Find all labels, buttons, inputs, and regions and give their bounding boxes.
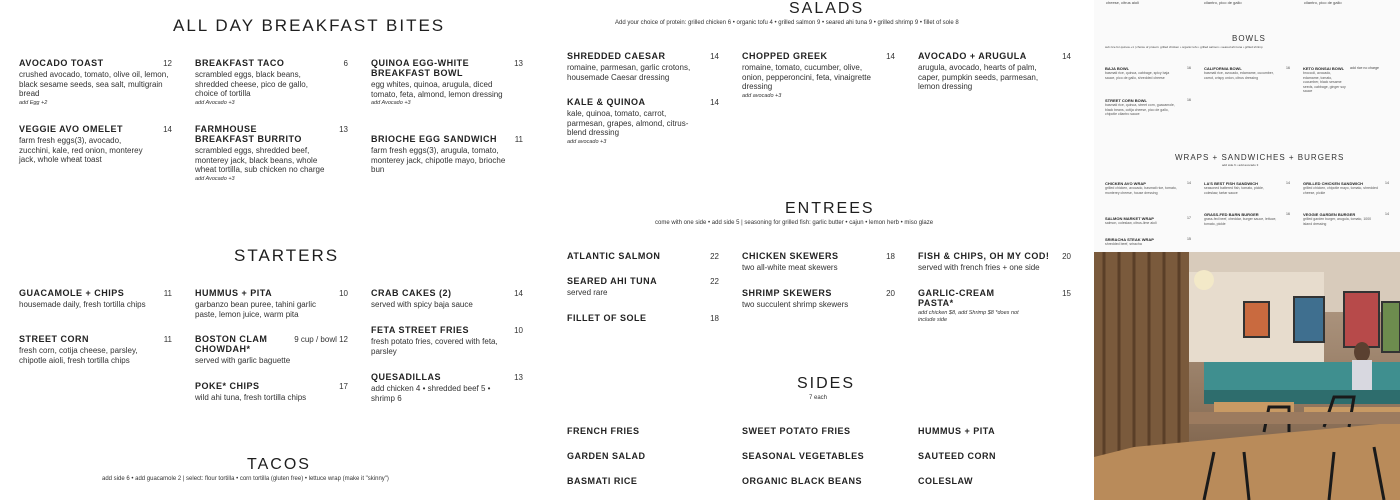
- item-desc: romaine, parmesan, garlic crotons, housemade Caesar dressing: [567, 63, 691, 82]
- item-price: 14: [514, 289, 523, 298]
- menu-item: [371, 288, 501, 310]
- item-desc: kale, quinoa, tomato, carrot, parmesan, grapes, almond, citrus-blend dressing: [567, 109, 689, 137]
- mini-item-price: add rice no charge: [1350, 66, 1379, 70]
- item-price: 20: [886, 289, 895, 298]
- mini-item: [1204, 66, 1279, 80]
- item-addon: add avocado +3: [742, 92, 782, 99]
- item-name: VEGGIE AVO OMELET: [19, 124, 124, 134]
- fragment-text: cilantro, pico de gallo: [1304, 0, 1342, 5]
- wraps-title: WRAPS + SANDWICHES + BURGERS: [1175, 153, 1345, 162]
- item-desc: garbanzo bean puree, tahini garlic paste, lemon juice, warm pita: [195, 300, 316, 319]
- mini-item-price: 14: [1187, 181, 1191, 185]
- menu-item: [742, 51, 872, 100]
- item-name: CHOPPED GREEK: [742, 51, 828, 61]
- item-price: 15: [1062, 289, 1071, 298]
- sides-subtitle: 7 each: [809, 395, 828, 401]
- fragment-text: cilantro, pico de gallo: [1204, 0, 1242, 5]
- mini-item-name: CALIFORNIA BOWL: [1204, 66, 1242, 71]
- item-desc: served with garlic baguette: [195, 356, 291, 365]
- item-desc: egg whites, quinoa, arugula, diced tomato, feta, almond, lemon dressing: [371, 80, 503, 99]
- item-desc: scrambled eggs, black beans, shredded cheese, pico de gallo, choice of tortilla: [195, 70, 308, 98]
- mini-item-price: 14: [1286, 181, 1290, 185]
- mini-item-price: 17: [1187, 216, 1191, 220]
- menu-item: [567, 251, 697, 261]
- item-addon: add Avocado +3: [195, 99, 235, 106]
- item-price: 18: [886, 252, 895, 261]
- breakfast-title: ALL DAY BREAKFAST BITES: [173, 16, 446, 35]
- bowls-subtitle: sub rice for quinoa +1 | choice of protein: grilled chicken • organic tofu • grilled salmon • seared ahi tuna • grilled shrimp: [1105, 45, 1263, 49]
- item-name: FILLET OF SOLE: [567, 313, 647, 323]
- item-price: 14: [163, 125, 172, 134]
- menu-item: [195, 124, 325, 183]
- entrees-subtitle: come with one side • add side 5 | seasoning for grilled fish: garlic butter • cajun • lemon herb • miso glaze: [655, 220, 934, 226]
- fragment-text: cheese, citrus aioli: [1106, 0, 1139, 5]
- item-desc: fresh potato fries, covered with feta, parsley: [371, 337, 498, 356]
- mini-item-desc: grilled chicken, avocado, basmati rice, tomato, monterey cheese, house dressing: [1105, 186, 1177, 195]
- item-desc: farm fresh eggs(3), arugula, tomato, monterey jack, chipotle mayo, brioche bun: [371, 146, 506, 174]
- menu-item: [918, 288, 1028, 324]
- mini-item-name: GRILLED CHICKEN SANDWICH: [1303, 181, 1363, 186]
- side-item: GARDEN SALAD: [567, 451, 646, 461]
- side-item: SEASONAL VEGETABLES: [742, 451, 865, 461]
- mini-item-desc: grilled chicken, chipotle mayo, tomato, shredded cheese, pickle: [1303, 186, 1378, 195]
- item-name: CHICKEN SKEWERS: [742, 251, 839, 261]
- item-desc: crushed avocado, tomato, olive oil, lemon, black sesame seeds, sea salt, multigrain bread: [19, 70, 169, 98]
- item-addon: add avocado +3: [567, 138, 607, 145]
- mini-item: [1204, 181, 1279, 195]
- item-desc: served rare: [567, 288, 608, 297]
- mini-item: [1105, 66, 1180, 80]
- item-price: 22: [710, 277, 719, 286]
- mini-item-price: 16: [1187, 66, 1191, 70]
- menu-item: [567, 313, 697, 323]
- item-name: ATLANTIC SALMON: [567, 251, 661, 261]
- item-name: BREAKFAST TACO: [195, 58, 285, 68]
- item-price: 22: [710, 252, 719, 261]
- mini-item: [1303, 66, 1348, 94]
- item-addon: add Avocado +3: [195, 175, 235, 182]
- wraps-subtitle: add side 6 • add avocado 3: [1222, 163, 1259, 167]
- item-desc: scrambled eggs, shredded beef, monterey jack, black beans, whole wheat tortilla, sub chicken no charge: [195, 146, 325, 174]
- menu-item: [371, 58, 509, 107]
- side-item: HUMMUS + PITA: [918, 426, 996, 436]
- menu-item: [19, 288, 149, 310]
- menu-item: [567, 97, 697, 146]
- mini-item-price: 14: [1385, 181, 1389, 185]
- salads-subtitle: Add your choice of protein: grilled chicken 6 • organic tofu 4 • grilled salmon 9 • seared ahi tuna 9 • grilled shrimp 9 • fillet of sole 8: [615, 20, 959, 26]
- item-name: BRIOCHE EGG SANDWICH: [371, 134, 498, 144]
- item-price: 13: [339, 125, 348, 134]
- item-price: 18: [710, 314, 719, 323]
- menu-item: [742, 288, 872, 310]
- menu-item: [918, 51, 1048, 92]
- item-addon: add Avocado +3: [371, 100, 411, 106]
- mini-item: [1105, 98, 1180, 117]
- mini-item-name: STREET CORN BOWL: [1105, 98, 1147, 103]
- item-desc: served with spicy baja sauce: [371, 300, 473, 309]
- restaurant-interior-illustration: [1094, 252, 1400, 500]
- item-price: 20: [1062, 252, 1071, 261]
- menu-item: [371, 372, 501, 403]
- menu-item: [195, 58, 320, 107]
- item-name: FETA STREET FRIES: [371, 325, 470, 335]
- mini-item-price: 16: [1187, 98, 1191, 102]
- mini-item-name: CHICKEN AVO WRAP: [1105, 181, 1146, 186]
- menu-item: [567, 276, 697, 298]
- item-name: HUMMUS + PITA: [195, 288, 273, 298]
- menu-item: [918, 251, 1058, 273]
- item-price: 13: [514, 373, 523, 382]
- item-addon: add Egg +2: [19, 99, 48, 106]
- item-name: AVOCADO TOAST: [19, 58, 104, 68]
- item-price: 11: [163, 335, 172, 344]
- item-name: QUINOA EGG-WHITE BREAKFAST BOWL: [371, 58, 470, 78]
- menu-item: [742, 251, 872, 273]
- mini-item-desc: grass-fed beef, cheddar, burger sauce, lettuce, tomato, pickle: [1204, 217, 1277, 226]
- item-price: 14: [710, 98, 719, 107]
- side-item: BASMATI RICE: [567, 476, 638, 486]
- mini-item-desc: shredded beef, sriracha: [1105, 242, 1142, 246]
- item-desc: wild ahi tuna, fresh tortilla chips: [195, 393, 307, 402]
- menu-item: [371, 325, 501, 356]
- tacos-subtitle: add side 6 • add guacamole 2 | select: flour tortilla • corn tortilla (gluten free) • lettuce wrap (make it "skinny"): [102, 476, 389, 482]
- mini-item-price: 16: [1286, 66, 1290, 70]
- menu-photo-panel: [1094, 0, 1400, 252]
- item-name: AVOCADO + ARUGULA: [918, 51, 1027, 61]
- item-desc: fresh corn, cotija cheese, parsley, chipotle aioli, fresh tortilla chips: [19, 346, 138, 365]
- item-desc: two succulent shrimp skewers: [742, 300, 849, 309]
- mini-item-price: 14: [1385, 212, 1389, 216]
- salads-title: SALADS: [789, 0, 865, 17]
- item-price: 14: [1062, 52, 1071, 61]
- item-name: CRAB CAKES (2): [371, 288, 452, 298]
- item-price: 11: [514, 135, 523, 144]
- mini-item: [1105, 181, 1180, 195]
- menu-item: [19, 124, 154, 165]
- mini-item-name: BAJA BOWL: [1105, 66, 1130, 71]
- mini-item: [1105, 216, 1180, 226]
- item-desc: arugula, avocado, hearts of palm, caper, pumpkin seeds, parmesan, lemon dressing: [918, 63, 1039, 91]
- item-price: 9 cup / bowl 12: [294, 335, 348, 344]
- item-price: 6: [343, 59, 348, 68]
- mini-item-desc: broccoli, avocado, edamame, tomato, cucumber, black sesame seeds, cabbage, ginger soy sauce: [1303, 71, 1346, 93]
- mini-item-desc: seasoned battered fish, tomato, pickle, coleslaw, tartar sauce: [1204, 186, 1264, 195]
- side-item: FRENCH FRIES: [567, 426, 640, 436]
- item-name: SEARED AHI TUNA: [567, 276, 658, 286]
- item-name: FARMHOUSE BREAKFAST BURRITO: [195, 124, 302, 144]
- mini-item-desc: basmati rice, avocado, edamame, cucumber, carrot, crispy onion, citrus dressing: [1204, 71, 1274, 80]
- item-desc: add chicken 4 • shredded beef 5 • shrimp 6: [371, 384, 491, 403]
- mini-item-name: SRIRACHA STEAK WRAP: [1105, 237, 1154, 242]
- menu-item: [195, 381, 325, 403]
- item-price: 10: [514, 326, 523, 335]
- item-name: FISH & CHIPS, OH MY COD!: [918, 251, 1050, 261]
- side-item: COLESLAW: [918, 476, 973, 486]
- item-desc: farm fresh eggs(3), avocado, zucchini, kale, red onion, monterey jack, whole wheat toast: [19, 136, 143, 164]
- mini-item-price: 16: [1286, 212, 1290, 216]
- side-item: SAUTEED CORN: [918, 451, 997, 461]
- mini-item: [1303, 181, 1378, 195]
- item-name: BOSTON CLAM CHOWDAH*: [195, 334, 268, 354]
- side-item: ORGANIC BLACK BEANS: [742, 476, 863, 486]
- side-item: SWEET POTATO FRIES: [742, 426, 851, 436]
- mini-item: [1105, 237, 1180, 247]
- menu-item: [195, 288, 325, 319]
- item-name: QUESADILLAS: [371, 372, 442, 382]
- item-name: KALE & QUINOA: [567, 97, 646, 107]
- mini-item-name: GRASS-FED BARN BURGER: [1204, 212, 1259, 217]
- item-desc: served with french fries + one side: [918, 263, 1040, 272]
- menu-item: [19, 334, 149, 365]
- mini-item: [1204, 212, 1279, 226]
- item-price: 12: [163, 59, 172, 68]
- bowls-title: BOWLS: [1232, 34, 1266, 43]
- item-price: 17: [339, 382, 348, 391]
- mini-item-desc: basmati rice, quinoa, street corn, guacamole, black beans, cotija cheese, pico de gallo, chipotle cilantro sauce: [1105, 103, 1175, 116]
- item-desc: romaine, tomato, cucumber, olive, onion, pepperoncini, feta, vinaigrette dressing: [742, 63, 871, 91]
- mini-item-desc: salmon, coleslaw, citrus-lime aioli: [1105, 221, 1157, 225]
- item-price: 14: [710, 52, 719, 61]
- item-name: GARLIC-CREAM PASTA*: [918, 288, 995, 308]
- tacos-title: TACOS: [247, 456, 311, 473]
- item-name: SHRIMP SKEWERS: [742, 288, 832, 298]
- mini-item-desc: basmati rice, quinoa, cabbage, spicy baja sauce, pico de gallo, shredded cheese: [1105, 71, 1170, 80]
- item-addon: add chicken $8, add Shrimp $8 *does not include side: [918, 310, 1019, 323]
- item-name: GUACAMOLE + CHIPS: [19, 288, 125, 298]
- item-price: 11: [163, 289, 172, 298]
- item-name: SHREDDED CAESAR: [567, 51, 666, 61]
- mini-item-desc: grilled garden burger, arugula, tomato, 1000 island dressing: [1303, 217, 1372, 226]
- menu-item: [567, 51, 697, 82]
- mini-item-name: KETO BONSAI BOWL: [1303, 66, 1345, 71]
- mini-item-name: SALMON MARKET WRAP: [1105, 216, 1154, 221]
- starters-title: STARTERS: [234, 246, 340, 265]
- item-desc: housemade daily, fresh tortilla chips: [19, 300, 146, 309]
- item-desc: two all-white meat skewers: [742, 263, 838, 272]
- mini-item: [1303, 212, 1378, 226]
- item-price: 13: [514, 59, 523, 68]
- mini-item-name: VEGGIE GARDEN BURGER: [1303, 212, 1356, 217]
- mini-item-name: LA'S BEST FISH SANDWICH: [1204, 181, 1259, 186]
- menu-item: [371, 134, 506, 175]
- entrees-title: ENTREES: [785, 200, 875, 217]
- mini-item-price: 15: [1187, 237, 1191, 241]
- item-price: 14: [886, 52, 895, 61]
- item-name: STREET CORN: [19, 334, 90, 344]
- restaurant-interior-photo: [1094, 252, 1400, 500]
- item-name: POKE* CHIPS: [195, 381, 260, 391]
- item-price: 10: [339, 289, 348, 298]
- sides-title: SIDES: [797, 375, 856, 392]
